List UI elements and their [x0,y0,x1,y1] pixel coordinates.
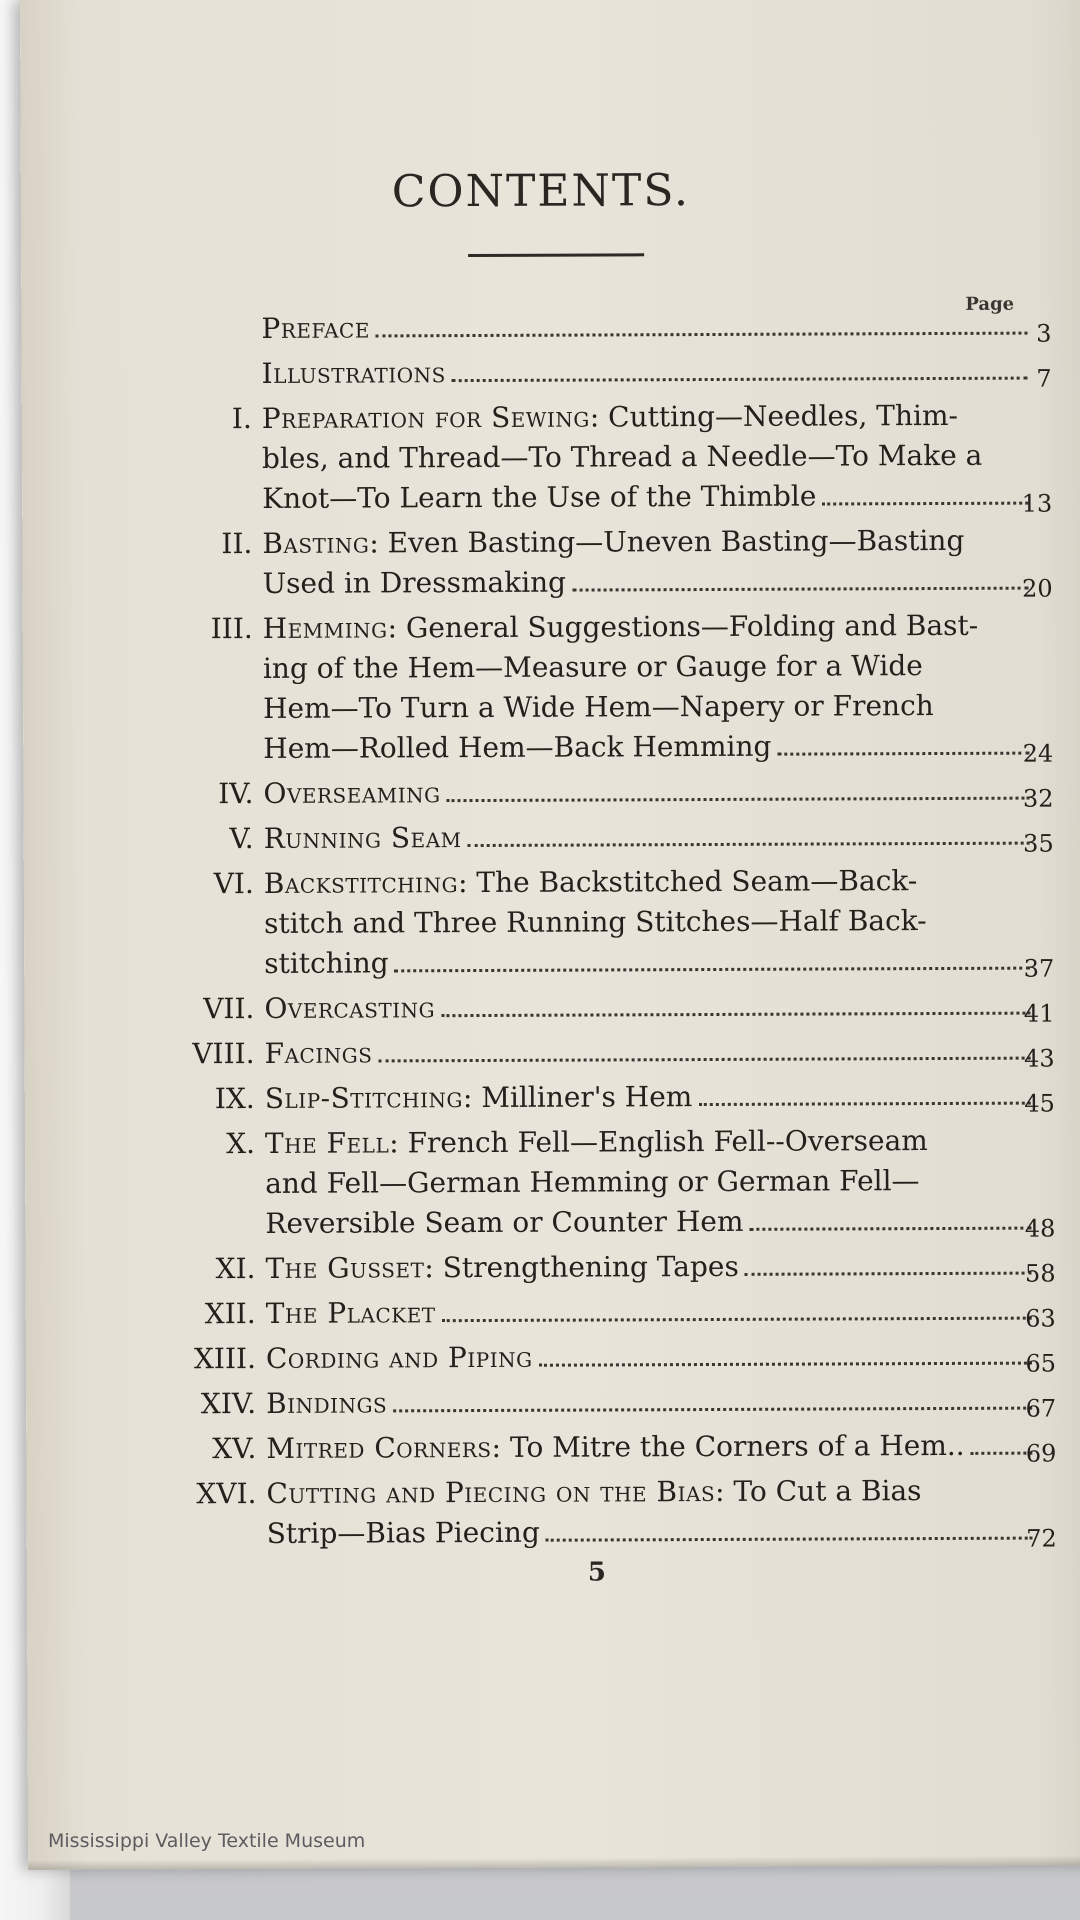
entry-text [264,861,1035,984]
entry-page-number: 24 [1022,739,1054,768]
page-column-label: Page [965,293,1015,315]
toc-entry [134,860,1055,984]
chapter-heading: Slip-Stitching [264,1081,464,1115]
book-page [20,0,1080,1870]
chapter-heading: Running Seam [263,821,462,855]
entry-page-number: 72 [1026,1524,1057,1553]
entry-page-number: 13 [1021,489,1053,518]
entry-line [263,606,1033,649]
entry-line-text: and Fell—German Hemming or German Fell— [265,1164,920,1200]
entry-page-number: 35 [1023,829,1054,858]
chapter-heading: Illustrations [261,356,446,390]
toc-entry [136,1425,1056,1469]
chapter-number: VII. [203,991,255,1026]
toc-entry [134,985,1054,1029]
entry-page-number: 67 [1025,1394,1057,1423]
chapter-heading: Preface [261,311,370,345]
entry-line [262,436,1032,479]
dot-leader [378,1057,1030,1063]
entry-line [264,901,1034,944]
entry-text [264,986,1034,1029]
toc-entry [135,1245,1055,1289]
toc-entry [136,1290,1056,1334]
dot-leader [745,1272,1032,1276]
entry-last-line [264,816,1034,859]
entry-text [265,1121,1036,1244]
entry-last-text: Strip—Bias Piecing [266,1515,540,1550]
chapter-heading: The Fell [264,1126,390,1160]
chapter-number: XIV. [200,1386,257,1421]
chapter-number: V. [229,821,254,856]
toc-entry [136,1335,1056,1379]
entry-last-line [265,1076,1035,1119]
entry-last-line [261,306,1031,349]
entry-text [263,771,1033,814]
dot-leader [468,842,1030,847]
entry-last-text: stitching [264,946,389,980]
toc-entry [135,1120,1056,1244]
entry-page-number: 65 [1025,1349,1057,1378]
chapter-heading: Bindings [266,1386,388,1420]
entry-last-line [265,1246,1035,1289]
toc-entry [134,815,1054,859]
toc-entry [133,770,1053,814]
chapter-number: XVI. [196,1476,257,1511]
entry-text [261,306,1031,349]
entry-text [262,351,1032,394]
chapter-number: VI. [213,866,254,901]
entry-last-line [262,561,1032,604]
entry-last-text: Reversible Seam or Counter Hem [265,1204,744,1240]
page-title: CONTENTS. [391,165,691,218]
chapter-heading: Facings [264,1036,373,1070]
title-rule [468,253,644,257]
entry-page-number: 37 [1023,954,1055,983]
entry-text [265,1031,1035,1074]
chapter-number: XV. [212,1431,257,1466]
dot-leader [441,1012,1030,1018]
toc-entry [136,1470,1056,1554]
toc-entry [133,606,1054,770]
entry-line [264,861,1034,904]
entry-page-number: 48 [1024,1214,1056,1243]
entry-last-text: Knot—To Learn the Use of the Thimble [262,479,817,515]
page-number: 5 [587,1557,606,1588]
chapter-number: XIII. [193,1341,257,1376]
entry-text [265,1246,1035,1289]
entry-page-number: 63 [1025,1304,1056,1333]
entry-last-line [265,1031,1035,1074]
chapter-heading: Mitred Corners [266,1430,492,1465]
toc-entry [135,1075,1055,1119]
entry-text [262,521,1032,604]
toc-entry [131,306,1051,350]
toc-entry [132,396,1053,520]
entry-text [266,1426,1036,1469]
chapter-number: I. [231,401,252,436]
entry-line-text: stitch and Three Running Stitches—Half Back- [263,904,927,940]
entry-line [265,1121,1035,1164]
entry-text [266,1291,1036,1334]
entry-page-number: 7 [1036,364,1052,393]
entry-line-text: : To Cut a Bias [715,1474,922,1508]
chapter-number: IX. [214,1081,255,1116]
entry-line-text: Hem—To Turn a Wide Hem—Napery or French [263,689,934,725]
entry-line [266,1471,1036,1514]
entry-last-line [263,726,1033,769]
entry-page-number: 58 [1024,1259,1056,1288]
entry-last-line [266,1426,1036,1469]
entry-line-text: : Cutting—Needles, Thim- [589,398,959,434]
entry-line [262,396,1032,439]
chapter-heading: Overcasting [264,991,436,1025]
entry-subtitle: : Strengthening Tapes [424,1249,739,1285]
museum-watermark: Mississippi Valley Textile Museum [48,1830,366,1852]
chapter-number: IV. [218,776,254,811]
chapter-heading: Basting [262,526,370,560]
entry-last-text: Hem—Rolled Hem—Back Hemming [263,729,772,765]
dot-leader [777,752,1029,756]
entry-text [264,816,1034,859]
chapter-heading: Preparation for Sewing [261,400,590,435]
chapter-number: II. [221,526,253,561]
entry-line-text: bles, and Thread—To Thread a Needle—To Make a [261,438,983,475]
entry-text [263,606,1034,769]
dot-leader [447,797,1030,803]
chapter-number: VIII. [192,1036,255,1071]
dot-leader [539,1362,1032,1367]
entry-last-line [262,476,1032,519]
chapter-heading: The Placket [265,1296,436,1330]
entry-line [265,1161,1035,1204]
entry-page-number: 43 [1024,1044,1055,1073]
entry-last-line [267,1511,1037,1554]
chapter-heading: Cording and Piping [265,1340,533,1375]
dot-leader [376,332,1028,338]
entry-subtitle: : To Mitre the Corners of a Hem.. [491,1428,965,1464]
dot-leader [572,587,1028,592]
entry-last-line [266,1336,1036,1379]
entry-last-line [264,986,1034,1029]
entry-page-number: 3 [1036,319,1052,348]
entry-page-number: 20 [1021,574,1053,603]
entry-line [263,646,1033,689]
chapter-number: XI. [215,1251,256,1286]
toc-entry [135,1030,1055,1074]
entry-last-line [266,1291,1036,1334]
chapter-heading: Cutting and Piecing on the Bias [266,1474,716,1510]
entry-last-line [265,1201,1035,1244]
entry-text [262,396,1033,519]
toc-entry [136,1380,1056,1424]
chapter-number: XII. [204,1296,256,1331]
entry-subtitle: : Milliner's Hem [462,1080,693,1115]
entry-page-number: 45 [1024,1089,1055,1118]
entry-last-text: Used in Dressmaking [262,565,567,600]
chapter-heading: Backstitching [263,866,459,900]
entry-last-line [263,771,1033,814]
entry-last-line [262,351,1032,394]
entry-line [263,686,1033,729]
entry-page-number: 69 [1025,1439,1057,1468]
entry-text [266,1336,1036,1379]
dot-leader [750,1227,1032,1231]
dot-leader [442,1317,1032,1323]
toc-entry [132,351,1052,395]
entry-line [262,521,1032,564]
entry-line-text: : The Backstitched Seam—Back- [457,864,918,900]
chapter-heading: Hemming [262,611,388,645]
dot-leader [452,377,1028,383]
dot-leader [698,1102,1031,1106]
entry-page-number: 41 [1023,999,1055,1028]
entry-last-line [266,1381,1036,1424]
toc-entry [132,521,1052,605]
dot-leader [546,1537,1033,1542]
entry-line-text: : French Fell—English Fell--Overseam [389,1124,928,1160]
dot-leader [395,967,1031,973]
entry-text [266,1381,1036,1424]
entry-line-text: : Even Basting—Uneven Basting—Basting [369,523,965,560]
entry-page-number: 32 [1022,784,1054,813]
entry-last-line [264,941,1034,984]
dot-leader [393,1407,1032,1413]
entry-text [266,1471,1036,1554]
chapter-number: X. [226,1126,256,1161]
entry-text [265,1076,1035,1119]
chapter-heading: The Gusset [265,1251,425,1285]
chapter-number: III. [210,611,253,646]
entry-line-text: : General Suggestions—Folding and Bast- [387,608,979,645]
chapter-heading: Overseaming [263,776,441,810]
entry-line-text: ing of the Hem—Measure or Gauge for a Wide [262,649,923,685]
